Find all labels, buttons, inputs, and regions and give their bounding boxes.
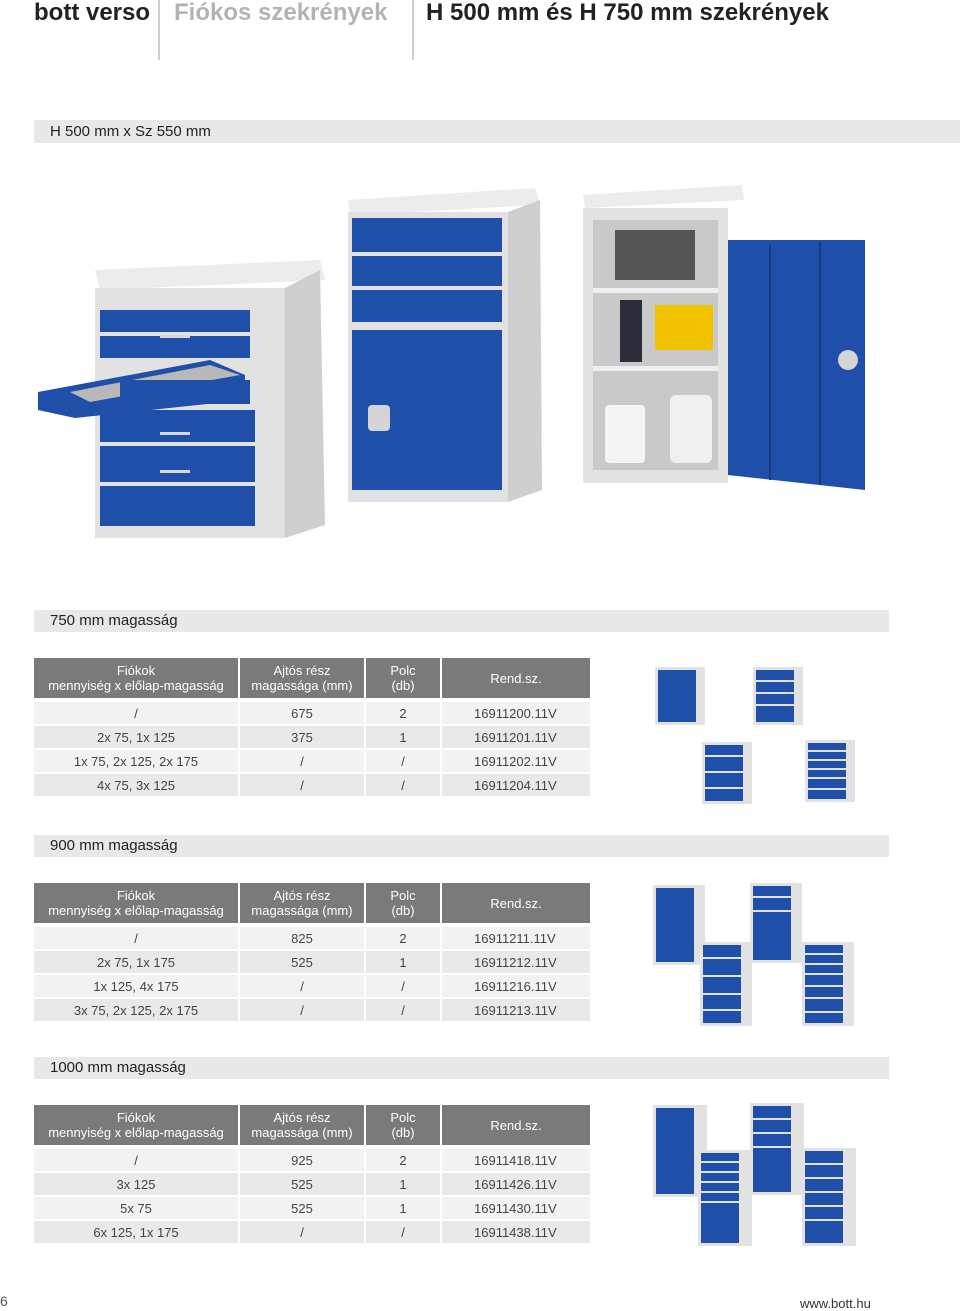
dimension-bar: H 500 mm x Sz 550 mm [34, 120, 960, 143]
col-drawers: Fiókok mennyiség x előlap-magasság [34, 658, 240, 698]
thumbnail-1000 [650, 1100, 860, 1248]
spec-table-1000 [34, 1105, 590, 1243]
table-row: 4x 75, 3x 125 / / 16911204.11V [34, 772, 590, 796]
table-row: 1x 125, 4x 175 / / 16911216.11V [34, 973, 590, 997]
col-order: Rend.sz. [442, 883, 590, 923]
table-row: 5x 75 525 1 16911430.11V [34, 1195, 590, 1219]
spec-table-750 [34, 658, 590, 796]
table-row: 1x 75, 2x 125, 2x 175 / / 16911202.11V [34, 748, 590, 772]
header-divider [158, 0, 160, 60]
col-drawers: Fiókok mennyiség x előlap-magasság [34, 1105, 240, 1145]
col-drawers: Fiókok mennyiség x előlap-magasság [34, 883, 240, 923]
col-order: Rend.sz. [442, 1105, 590, 1145]
col-shelf: Polc (db) [366, 1105, 442, 1145]
table-header [34, 883, 590, 923]
col-shelf: Polc (db) [366, 883, 442, 923]
col-door: Ajtós rész magassága (mm) [240, 658, 366, 698]
brand-name: bott verso [34, 0, 151, 26]
table-row: / 925 2 16911418.11V [34, 1145, 590, 1171]
spec-table-900 [34, 883, 590, 1021]
drawer-cabinet-image [38, 260, 325, 538]
page-number: 6 [0, 1293, 8, 1309]
table-header [34, 1105, 590, 1145]
table-row: 2x 75, 1x 125 375 1 16911201.11V [34, 724, 590, 748]
drawer-door-cabinet-image [348, 188, 542, 502]
section-title-1000: 1000 mm magasság [34, 1057, 889, 1079]
table-row: / 675 2 16911200.11V [34, 698, 590, 724]
table-row: 3x 125 525 1 16911426.11V [34, 1171, 590, 1195]
col-door: Ajtós rész magassága (mm) [240, 883, 366, 923]
table-row: 6x 125, 1x 175 / / 16911438.11V [34, 1219, 590, 1243]
table-row: 3x 75, 2x 125, 2x 175 / / 16911213.11V [34, 997, 590, 1021]
footer-url: www.bott.hu [800, 1296, 871, 1311]
col-order: Rend.sz. [442, 658, 590, 698]
door-cabinet-image [583, 185, 865, 490]
section-title-750: 750 mm magasság [34, 610, 889, 632]
thumbnail-750 [650, 662, 860, 807]
col-shelf: Polc (db) [366, 658, 442, 698]
table-row: 2x 75, 1x 175 525 1 16911212.11V [34, 949, 590, 973]
header-divider [412, 0, 414, 60]
col-door: Ajtós rész magassága (mm) [240, 1105, 366, 1145]
thumbnail-900 [650, 880, 860, 1028]
section-title-900: 900 mm magasság [34, 835, 889, 857]
product-photos [30, 170, 880, 550]
page-title: H 500 mm és H 750 mm szekrények [426, 0, 829, 26]
table-row: / 825 2 16911211.11V [34, 923, 590, 949]
table-header [34, 658, 590, 698]
category-title: Fiókos szekrények [174, 0, 388, 26]
